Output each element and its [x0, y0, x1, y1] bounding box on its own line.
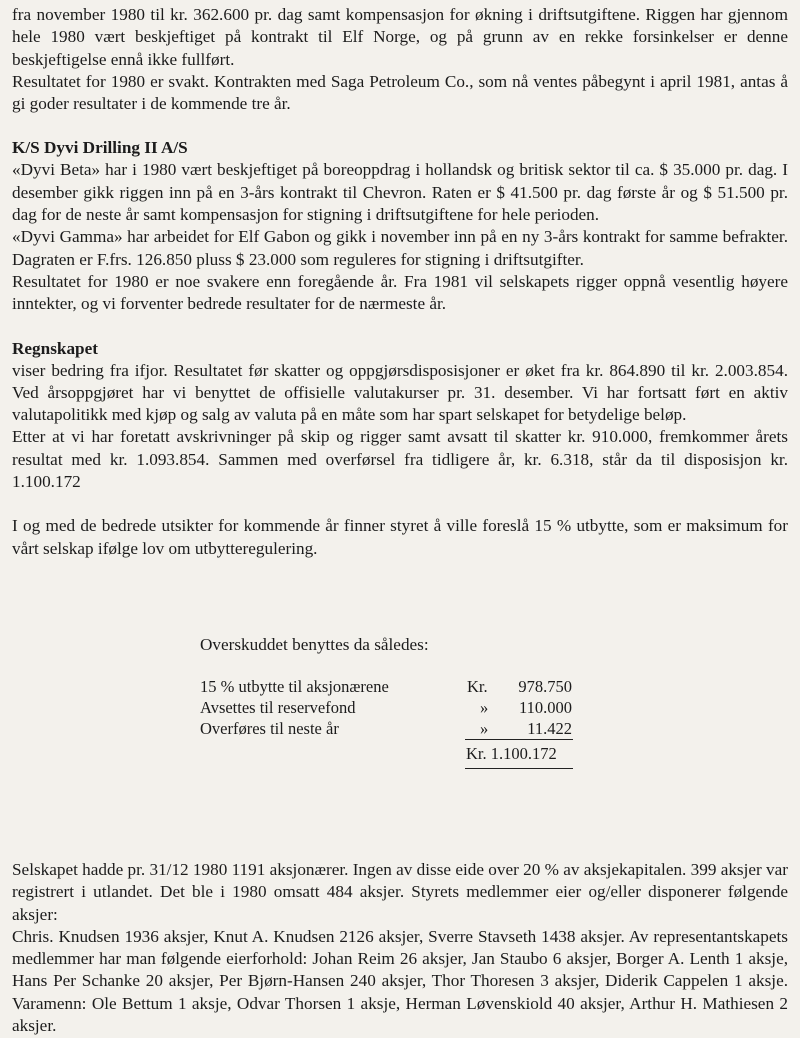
allocation-row: [200, 697, 620, 718]
section-dyvi-drilling: [12, 137, 788, 315]
profit-allocation-table: [200, 634, 620, 763]
allocation-amount: 978.750: [518, 677, 572, 696]
total-rule-top: [465, 739, 573, 740]
paragraph: Etter at vi har foretatt avskrivninger på skip og rigger samt avsatt til skatter kr. 910.000, fremkommer årets resultat med kr. 1.093.854. Sammen med overførsel fra tidligere år, kr. 6.318, står da til disposisjon kr. 1.100.172: [12, 427, 788, 492]
allocation-row: [200, 676, 620, 697]
dividend-proposal: [12, 515, 788, 560]
paragraph: Chris. Knudsen 1936 aksjer, Knut A. Knudsen 2126 aksjer, Sverre Stavseth 1438 aksjer. Av representantskapets medlemmer har man følgende eierforhold: Johan Reim 26 aksjer, Jan Staubo 6 aksjer, Borger A. Lenth 1 aksje, Hans Per Schanke 20 aksjer, Per Bjørn-Hansen 240 aksjer, Thor Thoresen 3 aksjer, Diderik Cappelen 1 aksje. Varamenn: Ole Bettum 1 aksje, Odvar Thorsen 1 aksje, Herman Løvenskiold 40 aksjer, Arthur H. Mathiesen 2 aksjer.: [12, 926, 788, 1036]
paragraph: Resultatet for 1980 er svakt. Kontrakten med Saga Petroleum Co., som nå ventes påbegynt i april 1981, antas å gi goder resultater i de kommende tre år.: [12, 71, 788, 114]
allocation-currency: »: [480, 719, 489, 738]
paragraph: Resultatet for 1980 er noe svakere enn foregående år. Fra 1981 vil selskapets rigger oppnå vesentlig høyere inntekter, og vi forventer bedrede resultater for de nærmeste år.: [12, 271, 788, 314]
allocation-intro: Overskuddet benyttes da således:: [200, 635, 429, 654]
allocation-row: [200, 718, 620, 739]
allocation-amount: 110.000: [518, 698, 572, 717]
section-heading: K/S Dyvi Drilling II A/S: [12, 138, 188, 158]
allocation-label: Avsettes til reservefond: [200, 698, 356, 717]
paragraph: I og med de bedrede utsikter for kommende år finner styret å ville foreslå 15 % utbytte, som er maksimum for vårt selskap ifølge lov om utbytteregulering.: [12, 516, 788, 558]
allocation-amount: 11.422: [527, 719, 572, 738]
allocation-total: Kr. 1.100.172: [466, 744, 557, 763]
allocation-currency: »: [480, 698, 489, 717]
section-regnskapet: [12, 338, 788, 494]
allocation-currency: Kr.: [467, 677, 488, 696]
total-rule-bottom: [465, 768, 573, 769]
paragraph: «Dyvi Gamma» har arbeidet for Elf Gabon og gikk i november inn på en ny 3-års kontrakt for samme befrakter. Dagraten er F.frs. 126.850 pluss $ 23.000 som reguleres for stigning i driftsutgifter.: [12, 227, 788, 269]
shareholders-section: [12, 859, 788, 1037]
paragraph: viser bedring fra ifjor. Resultatet før skatter og oppgjørsdisposisjoner er øket fra kr. 864.890 til kr. 2.003.854. Ved årsoppgjøret har vi benyttet de offisielle valutakurser pr. 31. desember. Vi har fortsatt ført en aktiv valutapolitikk med kjøp og salg av valuta på en måte som har spart selskapet for betydelige beløp.: [12, 360, 788, 425]
paragraph: Selskapet hadde pr. 31/12 1980 1191 aksjonærer. Ingen av disse eide over 20 % av aksjekapitalen. 399 aksjer var registrert i utlandet. Det ble i 1980 omsatt 484 aksjer. Styrets medlemmer eier og/eller disponerer følgende aksjer:: [12, 860, 788, 924]
section-heading: Regnskapet: [12, 338, 98, 358]
paragraph: fra november 1980 til kr. 362.600 pr. dag samt kompensasjon for økning i driftsutgiftene. Riggen har gjennom hele 1980 vært beskjeftiget på kontrakt til Elf Norge, og på grunn av en rekke forsinkelser er denne beskjeftigelse ennå ikke fullført.: [12, 5, 788, 69]
paragraph: «Dyvi Beta» har i 1980 vært beskjeftiget på boreoppdrag i hollandsk og britisk sektor til ca. $ 35.000 pr. dag. I desember gikk riggen inn på en 3-års kontrakt til Chevron. Raten er $ 41.500 pr. dag første år og $ 51.500 pr. dag for de neste år samt kompensasjon for stigning i driftsutgiftene for hele perioden.: [12, 160, 788, 225]
allocation-label: Overføres til neste år: [200, 719, 339, 738]
allocation-label: 15 % utbytte til aksjonærene: [200, 677, 389, 696]
intro-block: [12, 4, 788, 115]
